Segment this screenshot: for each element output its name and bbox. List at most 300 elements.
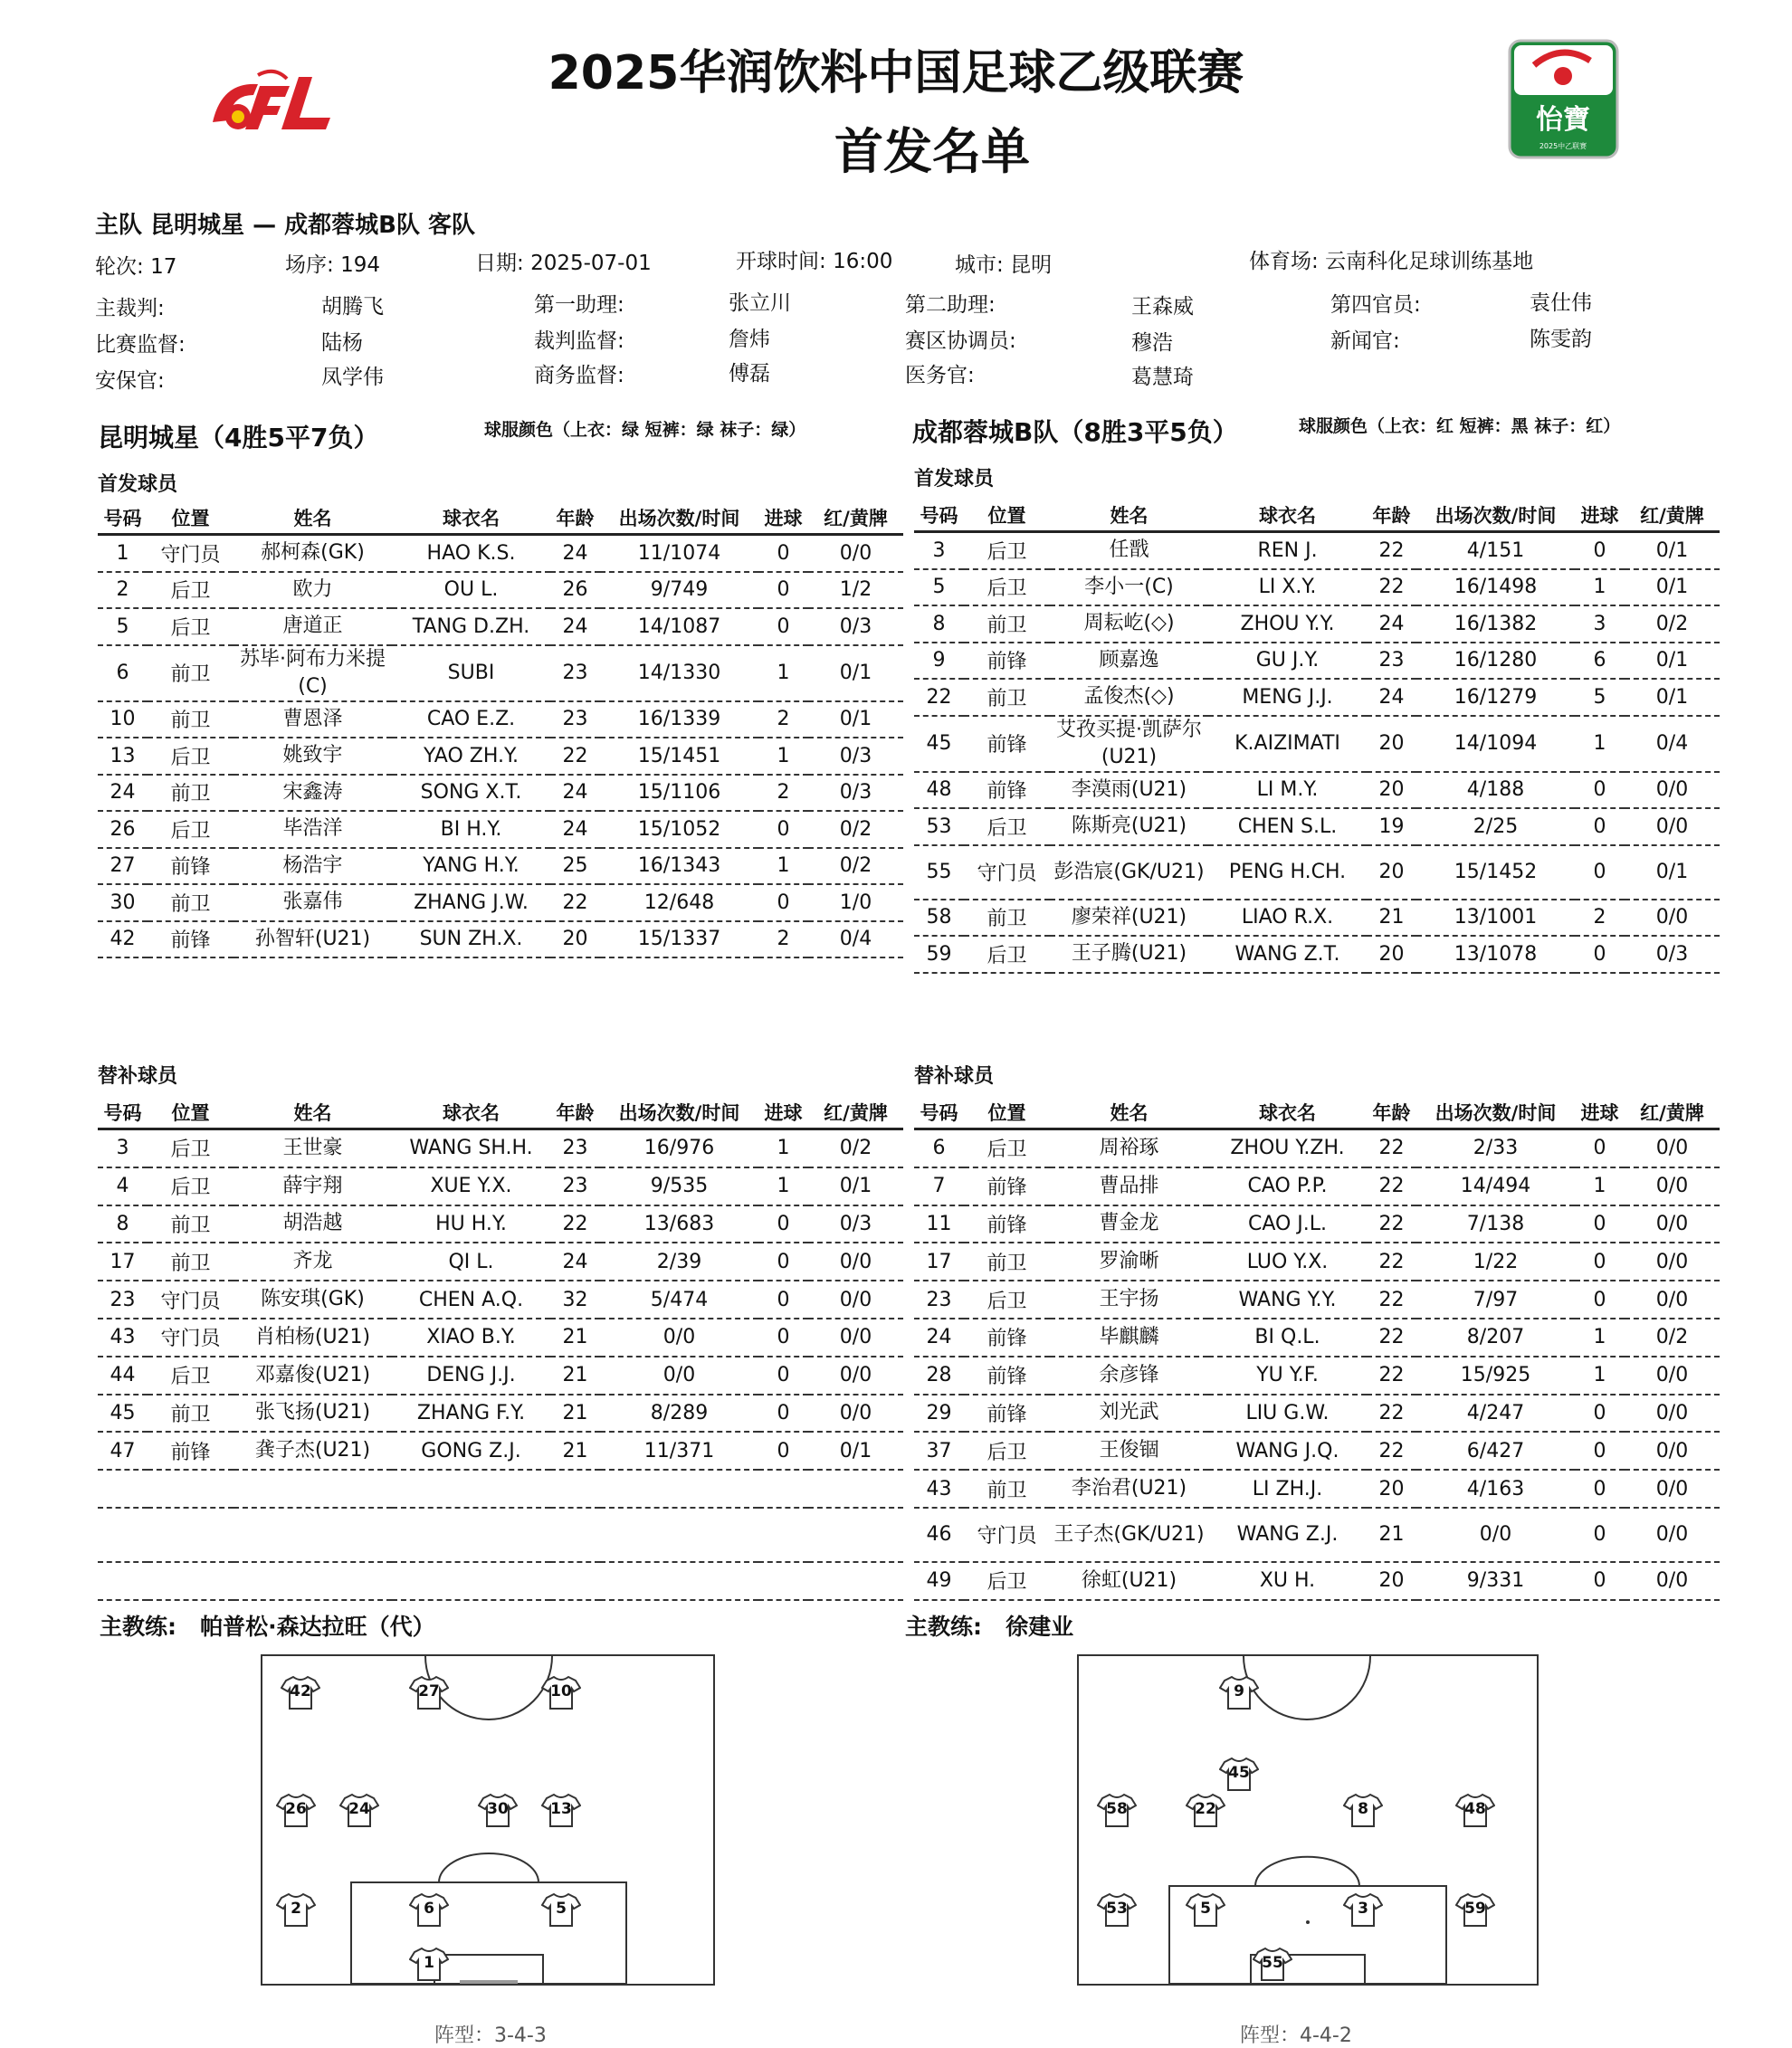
home-kit-colors: 球服颜色（上衣：绿 短裤：绿 袜子：绿） <box>484 420 806 440</box>
shirt-icon <box>1186 1792 1225 1828</box>
player-goals: 0 <box>758 608 808 645</box>
player-number: 45 <box>98 1395 148 1433</box>
empty-cell <box>234 1470 392 1508</box>
player-row <box>98 921 903 958</box>
shirt-number: 6 <box>424 1900 434 1918</box>
player-shirt-name: SUN ZH.X. <box>392 921 550 958</box>
player-goals: 0 <box>1575 1470 1625 1508</box>
player-position: 前卫 <box>148 701 234 738</box>
player-position: 前锋 <box>964 1319 1050 1357</box>
shirt-icon <box>1219 1674 1259 1710</box>
player-goals: 0 <box>758 572 808 609</box>
player-apps-minutes: 16/1280 <box>1416 643 1575 680</box>
player-number: 8 <box>98 1205 148 1243</box>
home-starters-heading: 首发球员 <box>98 473 178 496</box>
player-number: 3 <box>914 532 964 569</box>
player-shirt-name: LUO Y.X. <box>1208 1243 1367 1281</box>
player-apps-minutes: 9/331 <box>1416 1562 1575 1600</box>
player-goals: 1 <box>1575 716 1625 772</box>
player-row <box>914 1508 1720 1562</box>
player-cards: 0/2 <box>1625 605 1720 643</box>
player-age: 21 <box>550 1319 600 1357</box>
shirt-icon <box>281 1674 320 1710</box>
player-position: 后卫 <box>964 1281 1050 1319</box>
player-age: 22 <box>1367 569 1416 606</box>
player-number: 26 <box>98 811 148 848</box>
player-shirt-name: OU L. <box>392 572 550 609</box>
player-row <box>98 572 903 609</box>
stadium-info: 体育场: 云南科化足球训练基地 <box>1249 250 1534 273</box>
player-name: 龚子杰(U21) <box>234 1432 392 1470</box>
player-row <box>914 845 1720 900</box>
player-age: 23 <box>550 1129 600 1167</box>
player-goals: 1 <box>758 1129 808 1167</box>
player-age: 22 <box>550 884 600 921</box>
player-apps-minutes: 11/371 <box>600 1432 758 1470</box>
player-name: 肖柏杨(U21) <box>234 1319 392 1357</box>
player-cards: 0/0 <box>1625 1432 1720 1470</box>
player-shirt-name: LI X.Y. <box>1208 569 1367 606</box>
player-shirt-name: LI ZH.J. <box>1208 1470 1367 1508</box>
player-row <box>98 848 903 885</box>
press-officer-label: 新闻官: <box>1330 329 1400 353</box>
player-shirt-name: WANG Z.J. <box>1208 1508 1367 1562</box>
player-position: 前卫 <box>964 1243 1050 1281</box>
player-age: 22 <box>1367 1395 1416 1433</box>
player-name: 郝柯森(GK) <box>234 535 392 572</box>
col-header-cards: 红/黄牌 <box>1625 1097 1720 1129</box>
player-cards: 0/1 <box>1625 679 1720 716</box>
player-age: 22 <box>1367 1357 1416 1395</box>
shirt-icon <box>1343 1792 1383 1828</box>
player-shirt-name: HU H.Y. <box>392 1205 550 1243</box>
player-row <box>914 1432 1720 1470</box>
player-position: 前锋 <box>148 921 234 958</box>
empty-cell <box>392 1562 550 1600</box>
player-name: 欧力 <box>234 572 392 609</box>
player-cards: 0/0 <box>1625 1508 1720 1562</box>
empty-cell <box>98 1470 148 1508</box>
player-age: 22 <box>1367 1432 1416 1470</box>
player-goals: 1 <box>1575 1357 1625 1395</box>
player-row <box>914 1281 1720 1319</box>
player-number: 24 <box>98 775 148 812</box>
player-age: 32 <box>550 1281 600 1319</box>
home-coach: 主教练: 帕普松·森达拉旺（代） <box>100 1614 435 1640</box>
player-number: 29 <box>914 1395 964 1433</box>
player-goals: 3 <box>1575 605 1625 643</box>
col-header-cards: 红/黄牌 <box>808 1097 903 1129</box>
player-cards: 0/1 <box>1625 643 1720 680</box>
player-row <box>98 775 903 812</box>
player-number: 5 <box>98 608 148 645</box>
referee-name: 胡腾飞 <box>321 295 384 319</box>
player-age: 21 <box>550 1432 600 1470</box>
player-apps-minutes: 9/749 <box>600 572 758 609</box>
player-number: 17 <box>98 1243 148 1281</box>
player-cards: 0/1 <box>808 701 903 738</box>
shirt-icon <box>541 1792 581 1828</box>
player-shirt-name: MENG J.J. <box>1208 679 1367 716</box>
player-shirt-name: XU H. <box>1208 1562 1367 1600</box>
shirt-number: 48 <box>1464 1800 1486 1818</box>
shirt-icon <box>1455 1792 1495 1828</box>
player-apps-minutes: 13/1078 <box>1416 936 1575 973</box>
player-cards: 1/0 <box>808 884 903 921</box>
player-number: 53 <box>914 808 964 845</box>
player-row <box>98 1432 903 1470</box>
player-row <box>914 900 1720 937</box>
player-row <box>98 701 903 738</box>
player-number: 1 <box>98 535 148 572</box>
player-position: 后卫 <box>148 1167 234 1205</box>
player-apps-minutes: 8/289 <box>600 1395 758 1433</box>
player-row <box>98 608 903 645</box>
home-formation: 阵型：3-4-3 <box>434 2024 547 2047</box>
player-name: 曹品排 <box>1050 1167 1208 1205</box>
security-officer-name: 凤学伟 <box>321 366 384 389</box>
player-row <box>914 772 1720 809</box>
player-number: 9 <box>914 643 964 680</box>
player-age: 21 <box>550 1395 600 1433</box>
player-goals: 0 <box>758 1432 808 1470</box>
player-goals: 0 <box>1575 845 1625 900</box>
player-apps-minutes: 15/1452 <box>1416 845 1575 900</box>
player-row <box>914 1129 1720 1167</box>
player-position: 前卫 <box>964 679 1050 716</box>
player-position: 后卫 <box>964 532 1050 569</box>
player-position: 守门员 <box>148 1281 234 1319</box>
player-name: 陈斯亮(U21) <box>1050 808 1208 845</box>
player-goals: 0 <box>1575 1508 1625 1562</box>
player-name: 姚致宇 <box>234 738 392 775</box>
player-goals: 1 <box>758 645 808 701</box>
shirt-number: 1 <box>424 1954 434 1972</box>
player-age: 23 <box>1367 643 1416 680</box>
shirt-icon <box>1253 1946 1292 1982</box>
player-age: 21 <box>550 1357 600 1395</box>
col-header-position: 位置 <box>964 500 1050 532</box>
player-apps-minutes: 16/1339 <box>600 701 758 738</box>
shirt-icon <box>276 1891 316 1928</box>
player-cards: 0/0 <box>1625 1167 1720 1205</box>
player-goals: 0 <box>1575 1562 1625 1600</box>
empty-cell <box>392 1508 550 1562</box>
player-name: 孙智轩(U21) <box>234 921 392 958</box>
player-age: 23 <box>550 645 600 701</box>
col-header-number: 号码 <box>914 1097 964 1129</box>
player-cards: 0/0 <box>808 1319 903 1357</box>
shirt-icon <box>409 1674 449 1710</box>
player-age: 21 <box>1367 1508 1416 1562</box>
player-apps-minutes: 5/474 <box>600 1281 758 1319</box>
player-goals: 5 <box>1575 679 1625 716</box>
player-number: 48 <box>914 772 964 809</box>
player-row <box>914 936 1720 973</box>
player-name: 任戬 <box>1050 532 1208 569</box>
player-row <box>914 808 1720 845</box>
player-age: 20 <box>550 921 600 958</box>
away-lineup-pitch <box>1077 1654 1539 1986</box>
away-subs-table <box>914 1097 1720 1601</box>
player-shirt-name: CAO E.Z. <box>392 701 550 738</box>
player-age: 23 <box>550 1167 600 1205</box>
col-header-goals: 进球 <box>1575 500 1625 532</box>
player-age: 21 <box>1367 900 1416 937</box>
medical-officer-label: 医务官: <box>905 364 975 387</box>
player-name: 苏毕·阿布力米提(C) <box>234 645 392 701</box>
player-cards: 0/4 <box>808 921 903 958</box>
date-info: 日期: 2025-07-01 <box>475 252 652 275</box>
player-apps-minutes: 0/0 <box>600 1319 758 1357</box>
shirt-number: 9 <box>1234 1682 1244 1700</box>
col-header-position: 位置 <box>148 502 234 535</box>
player-goals: 0 <box>1575 1395 1625 1433</box>
player-position: 后卫 <box>148 1357 234 1395</box>
shirt-icon <box>1097 1891 1137 1928</box>
player-goals: 0 <box>758 1395 808 1433</box>
player-position: 守门员 <box>964 1508 1050 1562</box>
player-name: 张飞扬(U21) <box>234 1395 392 1433</box>
player-row <box>914 679 1720 716</box>
player-position: 前锋 <box>148 848 234 885</box>
business-supervisor-label: 商务监督: <box>534 364 624 387</box>
col-header-position: 位置 <box>148 1097 234 1129</box>
player-cards: 0/0 <box>808 1357 903 1395</box>
player-name: 曹金龙 <box>1050 1205 1208 1243</box>
player-cards: 0/0 <box>1625 1357 1720 1395</box>
player-shirt-name: REN J. <box>1208 532 1367 569</box>
player-row <box>914 1243 1720 1281</box>
empty-cell <box>234 1508 392 1562</box>
ar1-label: 第一助理: <box>534 293 624 317</box>
player-number: 47 <box>98 1432 148 1470</box>
player-position: 前锋 <box>964 716 1050 772</box>
match-supervisor-label: 比赛监督: <box>95 333 186 357</box>
home-team-record: 昆明城星（4胜5平7负） <box>98 423 379 452</box>
player-shirt-name: SONG X.T. <box>392 775 550 812</box>
player-goals: 0 <box>758 1243 808 1281</box>
shirt-number: 59 <box>1464 1900 1486 1918</box>
player-row <box>914 1470 1720 1508</box>
empty-cell <box>392 1470 550 1508</box>
player-age: 24 <box>1367 679 1416 716</box>
player-number: 49 <box>914 1562 964 1600</box>
player-number: 2 <box>98 572 148 609</box>
player-age: 22 <box>1367 532 1416 569</box>
player-apps-minutes: 15/1337 <box>600 921 758 958</box>
player-shirt-name: LI M.Y. <box>1208 772 1367 809</box>
player-number: 55 <box>914 845 964 900</box>
player-cards: 0/1 <box>808 1167 903 1205</box>
player-apps-minutes: 12/648 <box>600 884 758 921</box>
player-position: 后卫 <box>964 936 1050 973</box>
player-cards: 1/2 <box>808 572 903 609</box>
player-age: 20 <box>1367 1470 1416 1508</box>
col-header-goals: 进球 <box>1575 1097 1625 1129</box>
player-goals: 0 <box>1575 1432 1625 1470</box>
player-apps-minutes: 16/1382 <box>1416 605 1575 643</box>
player-row <box>914 1357 1720 1395</box>
player-age: 22 <box>1367 1129 1416 1167</box>
round-info: 轮次: 17 <box>95 255 177 279</box>
player-name: 徐虹(U21) <box>1050 1562 1208 1600</box>
player-row <box>914 643 1720 680</box>
player-position: 前卫 <box>964 1470 1050 1508</box>
player-row <box>98 1243 903 1281</box>
player-name: 唐道正 <box>234 608 392 645</box>
player-apps-minutes: 15/925 <box>1416 1357 1575 1395</box>
coordinator-name: 穆浩 <box>1131 331 1173 355</box>
player-name: 毕麒麟 <box>1050 1319 1208 1357</box>
press-officer-name: 陈雯韵 <box>1530 328 1592 351</box>
player-age: 20 <box>1367 936 1416 973</box>
player-name: 毕浩洋 <box>234 811 392 848</box>
player-position: 前卫 <box>964 605 1050 643</box>
col-header-apps-minutes: 出场次数/时间 <box>1416 500 1575 532</box>
player-position: 后卫 <box>148 572 234 609</box>
col-header-number: 号码 <box>98 502 148 535</box>
ar2-label: 第二助理: <box>905 293 996 317</box>
empty-cell <box>808 1470 903 1508</box>
player-position: 后卫 <box>148 811 234 848</box>
player-name: 曹恩泽 <box>234 701 392 738</box>
player-name: 薛宇翔 <box>234 1167 392 1205</box>
shirt-number: 42 <box>290 1682 311 1700</box>
player-row <box>914 1395 1720 1433</box>
player-apps-minutes: 9/535 <box>600 1167 758 1205</box>
player-apps-minutes: 2/25 <box>1416 808 1575 845</box>
col-header-shirt-name: 球衣名 <box>1208 500 1367 532</box>
player-number: 23 <box>98 1281 148 1319</box>
player-age: 20 <box>1367 1562 1416 1600</box>
player-number: 59 <box>914 936 964 973</box>
player-apps-minutes: 0/0 <box>1416 1508 1575 1562</box>
empty-row <box>98 1508 903 1562</box>
player-shirt-name: LIU G.W. <box>1208 1395 1367 1433</box>
player-cards: 0/2 <box>808 848 903 885</box>
ar2-name: 王森威 <box>1131 295 1194 319</box>
player-position: 后卫 <box>148 738 234 775</box>
player-position: 前卫 <box>148 1205 234 1243</box>
player-shirt-name: ZHOU Y.Y. <box>1208 605 1367 643</box>
kickoff-info: 开球时间: 16:00 <box>736 250 893 273</box>
player-goals: 0 <box>758 1205 808 1243</box>
player-number: 30 <box>98 884 148 921</box>
match-supervisor-name: 陆杨 <box>321 331 363 355</box>
player-name: 邓嘉俊(U21) <box>234 1357 392 1395</box>
player-position: 前锋 <box>148 1432 234 1470</box>
player-number: 6 <box>914 1129 964 1167</box>
shirt-number: 26 <box>285 1800 307 1818</box>
player-number: 28 <box>914 1357 964 1395</box>
player-number: 6 <box>98 645 148 701</box>
player-apps-minutes: 7/138 <box>1416 1205 1575 1243</box>
player-shirt-name: CAO J.L. <box>1208 1205 1367 1243</box>
player-shirt-name: XIAO B.Y. <box>392 1319 550 1357</box>
empty-cell <box>600 1470 758 1508</box>
player-number: 3 <box>98 1129 148 1167</box>
player-cards: 0/1 <box>808 1432 903 1470</box>
away-coach: 主教练: 徐建业 <box>905 1614 1074 1640</box>
ar1-name: 张立川 <box>729 291 791 315</box>
player-goals: 0 <box>1575 1243 1625 1281</box>
player-cards: 0/3 <box>808 608 903 645</box>
player-name: 齐龙 <box>234 1243 392 1281</box>
player-number: 42 <box>98 921 148 958</box>
player-apps-minutes: 2/33 <box>1416 1129 1575 1167</box>
away-starters-table <box>914 500 1720 974</box>
player-apps-minutes: 16/976 <box>600 1129 758 1167</box>
away-formation: 阵型：4-4-2 <box>1240 2024 1352 2047</box>
player-name: 刘光武 <box>1050 1395 1208 1433</box>
player-shirt-name: DENG J.J. <box>392 1357 550 1395</box>
player-cards: 0/3 <box>808 738 903 775</box>
player-cards: 0/3 <box>808 775 903 812</box>
player-cards: 0/1 <box>1625 845 1720 900</box>
player-number: 5 <box>914 569 964 606</box>
player-age: 24 <box>550 811 600 848</box>
player-position: 后卫 <box>148 608 234 645</box>
player-shirt-name: WANG Y.Y. <box>1208 1281 1367 1319</box>
player-number: 37 <box>914 1432 964 1470</box>
player-apps-minutes: 15/1106 <box>600 775 758 812</box>
col-header-name: 姓名 <box>1050 500 1208 532</box>
player-goals: 1 <box>1575 569 1625 606</box>
player-number: 24 <box>914 1319 964 1357</box>
empty-cell <box>550 1562 600 1600</box>
player-apps-minutes: 4/247 <box>1416 1395 1575 1433</box>
player-cards: 0/0 <box>808 535 903 572</box>
player-position: 前卫 <box>964 900 1050 937</box>
shirt-number: 30 <box>487 1800 509 1818</box>
player-name: 李漠雨(U21) <box>1050 772 1208 809</box>
player-cards: 0/0 <box>808 1395 903 1433</box>
col-header-position: 位置 <box>964 1097 1050 1129</box>
col-header-shirt-name: 球衣名 <box>1208 1097 1367 1129</box>
player-goals: 0 <box>1575 936 1625 973</box>
player-cards: 0/0 <box>1625 772 1720 809</box>
home-lineup-pitch <box>261 1654 715 1986</box>
player-row <box>98 1167 903 1205</box>
player-name: 廖荣祥(U21) <box>1050 900 1208 937</box>
player-row <box>98 884 903 921</box>
player-name: 王世豪 <box>234 1129 392 1167</box>
player-cards: 0/3 <box>808 1205 903 1243</box>
shirt-number: 5 <box>1200 1900 1211 1918</box>
player-apps-minutes: 4/163 <box>1416 1470 1575 1508</box>
empty-cell <box>148 1470 234 1508</box>
player-cards: 0/2 <box>808 1129 903 1167</box>
player-shirt-name: ZHANG J.W. <box>392 884 550 921</box>
match-no-info: 场序: 194 <box>285 253 380 277</box>
player-shirt-name: ZHOU Y.ZH. <box>1208 1129 1367 1167</box>
player-number: 17 <box>914 1243 964 1281</box>
player-name: 顾嘉逸 <box>1050 643 1208 680</box>
player-number: 43 <box>914 1470 964 1508</box>
player-cards: 0/0 <box>1625 1281 1720 1319</box>
player-position: 后卫 <box>964 1562 1050 1600</box>
player-row <box>98 535 903 572</box>
empty-cell <box>600 1562 758 1600</box>
shirt-number: 10 <box>550 1682 572 1700</box>
player-age: 22 <box>1367 1319 1416 1357</box>
player-apps-minutes: 11/1074 <box>600 535 758 572</box>
fourth-official-name: 袁仕伟 <box>1530 291 1592 315</box>
col-header-apps-minutes: 出场次数/时间 <box>600 1097 758 1129</box>
referee-label: 主裁判: <box>95 297 165 320</box>
player-number: 8 <box>914 605 964 643</box>
